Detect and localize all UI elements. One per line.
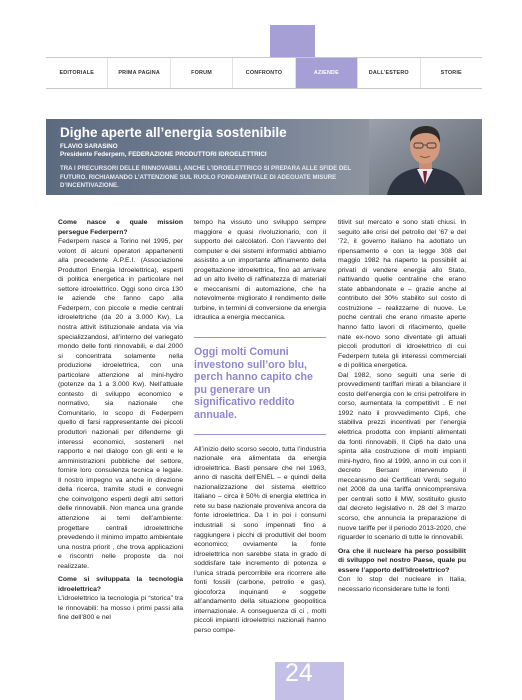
- nav-item-editoriale[interactable]: EDITORIALE: [59, 70, 94, 76]
- incentives-paragraph: Dal 1982, sono seguiti una serie di provvedimenti tariffari mirati a bilanciare il costo dell’energia con le crisi petrolifere in corso, aumentata la competitivit . E nel 1992 nato il provvedimento Cip6, che stabiliva prezzi incentivati per l’energia elettrica prodotta con impianti alimentati da fonti rinnovabili. Il Cip6 ha dato una spinta alla costruzione di molti impianti mini-hydro, fino al 1999, anno in cui con il decreto Bersani intervenuto il meccanismo dei Certificati Verdi, seguito nel 2008 da una tariffa onnicomprensiva per centrali sotto il MW, sostituito giusto dal decreto legislativo n. 28 del 3 marzo scorso, che annuncia la preparazione di nuove tariffe per il periodo 2013-2020, che riguarder lo scenario di tutte le rinnovabili.: [338, 371, 466, 542]
- page-number: 24: [285, 659, 313, 687]
- article-subtitle: TRA I PRECURSORI DELLE RINNOVABILI, ANCHE L’IDROELETTRICO SI PREPARA ALLE SFIDE DEL FUTURO. RICHIAMANDO L’ATTENZIONE SUL RUOLO FONDAMENTALE DI ADEGUATE MISURE D’INCENTIVAZIONE.: [60, 165, 351, 190]
- history-paragraph-continued: titivit sul mercato e sono stati chiusi. In seguito alle crisi del petrolio del ’67 e del ’72, il governo italiano ha adottato un ripensamento e con la legge 308 del maggio 1982 ha riaperto la possibilit ai privati di vendere energia allo Stato, riattivando quelle centraline che erano state abbandonate e – grazie anche al contributo del 30% stabilito sul costo di costruzione – realizzarne di nuove. Le poche centrali che erano rimaste aperte hanno fatto lavori di rifacimento, quelle nate ex-novo sono diventate gli attuali piccoli produttori di idroelettrico di cui Federpern tutela gli interessi commerciali e di politica energetica.: [338, 219, 466, 370]
- history-paragraph: All’inizio dello scorso secolo, tutta l’industria nazionale era alimentata da energia idroelettrica. Basti pensare che nel 1963, anno di nascita dell’ENEL – e quindi della nazionalizzazione del sistema elettrico italiano – circa il 50% di energia elettrica in rete su base nazionale proveniva ancora da fonte idroelettrica. Da l in poi i consumi industriali si sono impennati fino a raggiungere i picchi di produttivit del boom economico; ovviamente la fonte idroelettrica non sarebbe stata in grado di soddisfare tale incremento di potenza e l’unica strada percorribile era ricorrere alle fonti fossili (carbone, petrolio e gas), giocoforza inquinanti e soggette all’andamento della situazione geopolitica internazionale. A conseguenza di ci , molti piccoli impianti idroelettrici nazionali hanno perso compe-: [194, 445, 326, 634]
- author-role: Presidente Federpern, FEDERAZIONE PRODUTTORI IDROELETTRICI: [60, 151, 267, 158]
- portrait-illustration: [369, 119, 482, 195]
- article-column-1: [58, 218, 183, 623]
- article-title: Dighe aperte all’energia sostenibile: [60, 125, 287, 140]
- nav-item-prima-pagina[interactable]: PRIMA PAGINA: [107, 58, 169, 88]
- author-name: FLAVIO SARASINO: [60, 143, 118, 150]
- question-mission: Come nasce e quale mission persegue Federpern?: [58, 219, 183, 236]
- nav-item-dall-estero[interactable]: DALL'ESTERO: [357, 58, 419, 88]
- nav-item-confronto[interactable]: CONFRONTO: [232, 58, 294, 88]
- answer-technology-start: L’idroelettrico la tecnologia pi “storica” tra le rinnovabili: ha mosso i primi passi alla fine dell’800 e nel: [58, 595, 183, 622]
- answer-technology-continued: tempo ha vissuto uno sviluppo sempre maggiore e quasi rivoluzionario, con il supporto dei calcolatori. Con l’avvento del computer e dei sistemi informatici abbiamo assistito a un importante affinamento della progettazione idroelettrica, fino ad arrivare ad un alto livello di raffinatezza di materiali e meccanismi di automazione, che ha notevolmente migliorato il rendimento delle turbine, in termini di conversione da energia idraulica a energia meccanica.: [194, 219, 326, 322]
- question-technology: Come si sviluppata la tecnologia idroelettrica?: [58, 576, 183, 593]
- active-tab-marker: [270, 25, 315, 57]
- answer-nuclear-start: Con lo stop del nucleare in Italia, necessario riconsiderare tutte le fonti: [338, 576, 466, 593]
- section-nav: [46, 57, 482, 89]
- pull-quote: Oggi molti Comuni investono sull’oro blu, perch hanno capito che pu generare un significativo reddito annuale.: [194, 346, 313, 421]
- pull-quote-rule-bottom: [194, 434, 326, 435]
- article-column-3: [338, 218, 466, 594]
- question-nuclear: Ora che il nucleare ha perso possibilit di sviluppo nel nostro Paese, quale pu essere l’apporto dell’idroelettrico?: [338, 547, 466, 574]
- nav-item-forum[interactable]: FORUM: [170, 58, 232, 88]
- nav-item-storie[interactable]: STORIE: [420, 58, 482, 88]
- pull-quote-rule-top: [194, 337, 326, 338]
- answer-mission: Federpern nasce a Torino nel 1995, per volont di alcuni operatori appartenenti alla precedente A.P.E.I. (Associazione Produttori Energia Idroelettrica), esperti di politica energetica in particolare nel settore idroelettrico. Oggi sono circa 130 le aziende che fanno capo alla Federpern, con piccole e medie centrali idroelettriche (da 20 a 3.000 Kw). La nostra attivit istituzionale andata via via specializzandosi, all’interno del variegato mondo delle fonti rinnovabili, e dal 2000 si concentrata solamente nella produzione idroelettrica, con una particolare attenzione al mini-hydro (potenze da 1 a 3.000 Kw). Nell’attuale contesto di sviluppo economico e normativo, sia nazionale che Comunitario, lo scopo di Federpern quello di farsi rappresentante dei piccoli produttori nazionali per difenderne gli interessi economici, sostenerli nel rapporto e nel dialogo con gli enti e le amministrazioni pubbliche del settore, fornire loro consulenza tecnica e legale. Il nostro impegno va anche in direzione della ricerca, tramite studi e convegni che coinvolgono esperti degli altri settori delle rinnovabili. Non manca una grande attenzione ai temi dell’ambiente: progettare centrali idroelettriche prevedendo il minimo impatto ambientale una nostra priorit , che trova applicazioni e riscontri nelle proposte da noi realizzate.: [58, 238, 183, 570]
- article-column-2: [194, 218, 326, 636]
- nav-item-aziende[interactable]: AZIENDE: [295, 58, 357, 88]
- author-portrait: [369, 119, 482, 195]
